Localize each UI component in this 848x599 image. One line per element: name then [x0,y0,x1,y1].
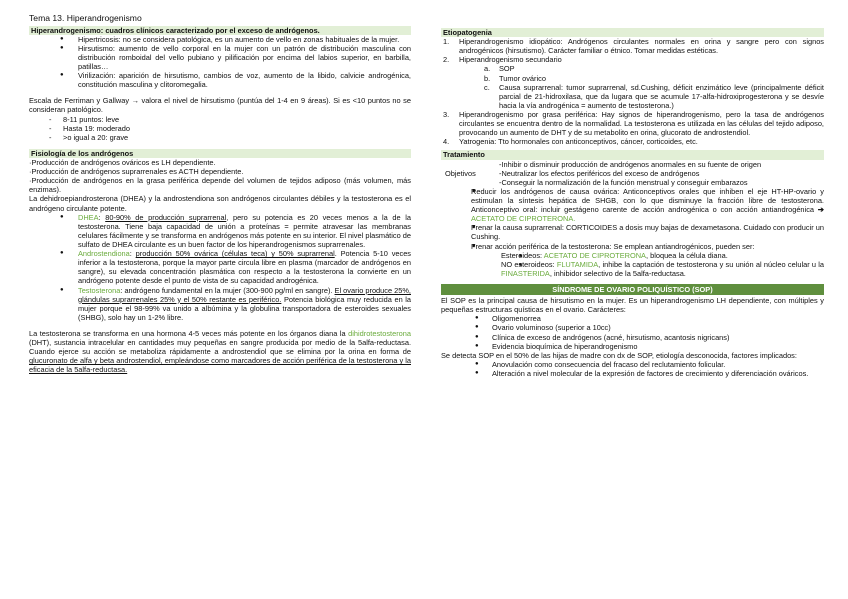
intro-list [29,35,411,90]
tratamiento-item-suprarrenal: ● Frenar la causa suprarrenal: CORTICOIDES a dosis muy bajas de dexametasona. Cuidado con producir un Cushing. [441,223,824,241]
andro-name: Androstendiona [78,249,130,259]
etio-item-2 [441,55,824,110]
sub-text: Tumor ovárico [499,73,546,83]
intro-item-virilizacion: ● Virilización: aparición de hirsutismo, cambios de voz, aumento de la libido, calvicie androgénica, constitución masculina y clitoromegalia. [29,71,411,89]
etio-text: Hiperandrogenismo secundario [459,55,562,65]
objetivo-item: -Inhibir o disminuir producción de andrógenos anormales en su fuente de origen [499,159,762,169]
etio-item-1 [441,37,824,55]
esteroideos-text: , bloquea la célula diana. [645,250,728,260]
ferriman-item: - 8-11 puntos: leve [29,115,411,124]
ferriman-list [29,115,411,142]
sub-letter: c. [484,82,490,92]
testo-pre: : andrógeno fundamental en la mujer (300-900 pg/ml en sangre). [120,285,335,295]
androgen-item-testosterona [29,286,411,322]
arrow-right-icon: ➔ [817,205,824,215]
antiandrogeno-esteroideos [471,251,824,260]
ferriman-item: - Hasta 19: moderado [29,124,411,133]
etio-number: 1. [443,37,450,47]
androgen-list [29,213,411,322]
secundario-item-a [459,64,824,73]
ferriman-item: - >o igual a 20: grave [29,133,411,142]
ciproterona-highlight: ACETATO DE CIPROTERONA. [471,214,576,224]
dhea-text: , pero su potencia es 20 veces menos a la de la testosterona. Tiene baja capacidad de unión a proteínas = permite atravesar las membranas celulares fácilmente y se transforma en andrógenos más potente en su interior. El nivel plasmático de sulfato de DHEA circulante es un buen factor de los hiperandrogenismos suprarrenales. [78,212,411,249]
dht-text-1: La testosterona se transforma en una hormona 4-5 veces más potente en los órganos diana la [29,328,349,338]
etio-number: 3. [443,109,450,119]
intro-item-hirsutismo: ● Hirsutismo: aumento de vello corporal en la mujer con un patrón de distribución masculina con distribución romboidal del vello pubiano y pilificación por encima del labios superior, en barbilla, patillas… [29,44,411,71]
antiandrogeno-no-esteroideos [471,260,824,278]
sop-list [441,314,824,350]
sop-factor: ● Anovulación como consecuencia del fracaso del reclutamiento folicular. [441,360,824,369]
etio-number: 4. [443,137,450,147]
andro-underlined: producción 50% ovárica (células teca) y 50% suprarrenal [135,249,335,259]
objetivo-item: -Neutralizar los efectos periféricos del exceso de andrógenos [499,168,700,178]
secundario-item-c [459,83,824,110]
etio-item-4 [441,137,824,146]
frenacion-text: Frenar acción periférica de la testosterona: Se emplean antiandrogénicos, pueden ser: [471,241,755,251]
sub-text: SOP [499,64,515,74]
fisio-line: ·Producción de andrógenos ováricos es LH dependiente. [29,157,216,167]
sub-letter: a. [484,64,491,74]
testo-underlined: El ovario produce 25%, glándulas suprarrenales 25% y el 50% restante es periférico. [78,285,411,304]
andro-text: . Potencia 5-10 veces inferior a la testosterona, porque la mayor parte circula libre en plasma (marcador de andrógenos en sangre), su elevada concentración plasmática con respecto a la testosterona la convierte en un andrógeno potente desde el punto de vista de su capacidad androgénica. [78,249,412,286]
sub-letter: b. [484,73,491,83]
etio-text: Hiperandrogenismo idiopático: Andrógenos circulantes normales en orina y sangre pero con signos androgénicos (hirsutismo). Carácter familiar o étnico. Tomar medidas estéticas. [459,37,824,56]
sop-factors-list [441,360,824,378]
dhea-name: DHEA [78,212,99,222]
sop-heading: SÍNDROME DE OVARIO POLIQUÍSTICO (SOP) [441,284,824,295]
androgen-item-dhea: ● DHEA: 80-90% de producción suprarrenal, pero su potencia es 20 veces menos a la de la testosterona. Tiene baja capacidad de unión a proteínas = permite atravesar las membranas celulares fácilmente y se transforma en andrógenos más potente en su interior. El nivel plasmático de sulfato de DHEA circulante es un buen factor de los hiperandrogenismos suprarrenales. [29,213,411,249]
left-column [29,13,411,375]
sop-item: ● Oligomenorrea [441,314,824,323]
sop-item: ● Evidencia bioquímica de hiperandrogenismo [441,342,824,351]
fisio-line: ·Producción de andrógenos suprarrenales es ACTH dependiente. [29,167,244,177]
etio-text: Hiperandrogenismo por grasa periférica: Hay signos de hiperandrogenismo, pero la tasa de andrógenos circulantes se encuentra dentro de la normalidad. La testosterona es utilizada en las células del tejido adiposo, provocando un aumento de DHT y de su metabolito en orina, glucorato de androstendiol. [459,109,824,138]
no-esteroideos-text-end: , inhibidor selectivo de la 5alfa-reductasa. [549,268,686,278]
objetivo-item: -Conseguir la normalización de la función menstrual y conseguir embarazos [499,177,748,187]
fisio-line: La dehidroepiandrosterona (DHEA) y la androstendiona son andrógenos circulantes débiles y la testosterona es el andrógeno circulante potente. [29,194,411,213]
dht-paragraph [29,329,411,375]
sop-item: ● Clínica de exceso de andrógenos (acné, hirsutismo, acantosis nigricans) [441,333,824,342]
tratamiento-list [441,187,824,278]
intro-heading: Hiperandrogenismo: cuadros clínicos caracterizado por el exceso de andrógenos. [29,26,411,35]
etiopatogenia-heading: Etiopatogenia [441,28,824,37]
etio-number: 2. [443,55,450,65]
esteroideos-drug: ACETATO DE CIPROTERONA [543,250,646,260]
etio-item-3 [441,110,824,137]
fisio-line: ·Producción de andrógenos en la grasa periférica depende del volumen de tejidos adiposo (más volumen, más enzimas). [29,176,411,195]
testo-text: Potencia biológica muy reducida en la mujer porque el 98-99% va unido a albúmina y la globulina transportadora de esteroides sexuales (SHBG), solo hay un 1-2% libre. [78,294,412,322]
antiandrogenos-list [471,251,824,278]
right-column [441,28,824,378]
intro-item-hipertricosis: ● Hipertricosis: no se considera patológica, es un aumento de vello en zonas habituales de la mujer. [29,35,411,44]
objetivos-label: Objetivos [445,168,476,178]
dht-text-2: (DHT), sustancia intracelular en cantidades muy pequeñas en sangre producida por medio de la 5alfa-reductasa. Cuando ejerce su acción se metaboliza rápidamente a androstendiol que se elimina por la orina en forma de [29,338,411,357]
no-esteroideos-label: NO esteroideos: [501,259,557,269]
no-esteroideos-text: , inhibe la captación de testosterona y su unión al núcleo celular u la [598,259,824,269]
tratamiento-item-periferica [441,242,824,278]
dht-underlined: glucuronato de alfa y beta androstendiol, empleándose como marcadores de acción periférica de la testosterona y la eficacia de la 5alfa-reductasa. [29,356,411,375]
tratamiento-heading: Tratamiento [441,150,824,159]
tratamiento-item-ovarica [441,187,824,223]
sop-text: El SOP es la principal causa de hirsutismo en la mujer. Es un hiperandrogenismo LH dependiente, con múltiples y pequeñas estructuras quísticas en el ovario. Carácteres: [441,296,824,315]
sop-factor: ● Alteración a nivel molecular de la expresión de factores de crecimiento y diferenciación ováricos. [441,369,824,378]
document-title: Tema 13. Hiperandrogenismo [29,13,142,23]
flutamida-drug: FLUTAMIDA [556,259,599,269]
testo-name: Testosterona [78,285,121,295]
ferriman-text: Escala de Ferriman y Gallway → valora el nivel de hirsutismo (puntúa del 1-4 en 9 áreas). Si es <10 puntos no se consideran patológico. [29,96,411,115]
sop-item: ● Ovario voluminoso (superior a 10cc) [441,323,824,332]
etio-text: Yatrogenia: Tto hormonales con anticonceptivos, cáncer, corticoides, etc. [459,137,698,147]
esteroideos-label: Esteroideos: [501,250,544,260]
sop-text-2: Se detecta SOP en el 50% de las hijas de madre con dx de SOP, etiología desconocida, factores implicados: [441,350,797,360]
etio-list [441,37,824,146]
secundario-list [459,64,824,110]
objetivos-block [441,160,824,187]
dht-name: dihidrotestosterona [348,328,411,338]
androgen-item-androstendiona: ● Androstendiona: producción 50% ovárica (células teca) y 50% suprarrenal. Potencia 5-10 veces inferior a la testosterona, porque la mayor parte circula libre en plasma (marcador de andrógenos en sangre), su elevada concentración plasmática con respecto a la testosterona la convierte en un andrógeno potente desde el punto de vista de su capacidad androgénica. [29,249,411,285]
dhea-underlined: 80-90% de producción suprarrenal [105,212,227,222]
reducir-text: Reducir los andrógenos de causa ovárica: Anticonceptivos orales que inhiben el eje HT-HP-ovario y estimulan la síntesis hepática de SHGB, con lo que disminuye la fracción libre de testosterona. Anticonceptivo oral: incluir gestágeno carente de acción androgénica o con acción antiandrogénica [471,186,824,215]
finasterida-drug: FINASTERIDA [501,268,550,278]
sub-text: Causa suprarrenal: tumor suprarrenal, sd.Cushing, déficit enzimático leve (principalmente déficit parcial de 21-hidroxilasa, que da lugara que se acumule 17-alfa-hidroxiprogesterona y se desvíe hacia la vía androgénica = aumento de testosterona.) [499,82,824,110]
fisiologia-heading: Fisiología de los andrógenos [29,149,411,158]
secundario-item-b [459,74,824,83]
